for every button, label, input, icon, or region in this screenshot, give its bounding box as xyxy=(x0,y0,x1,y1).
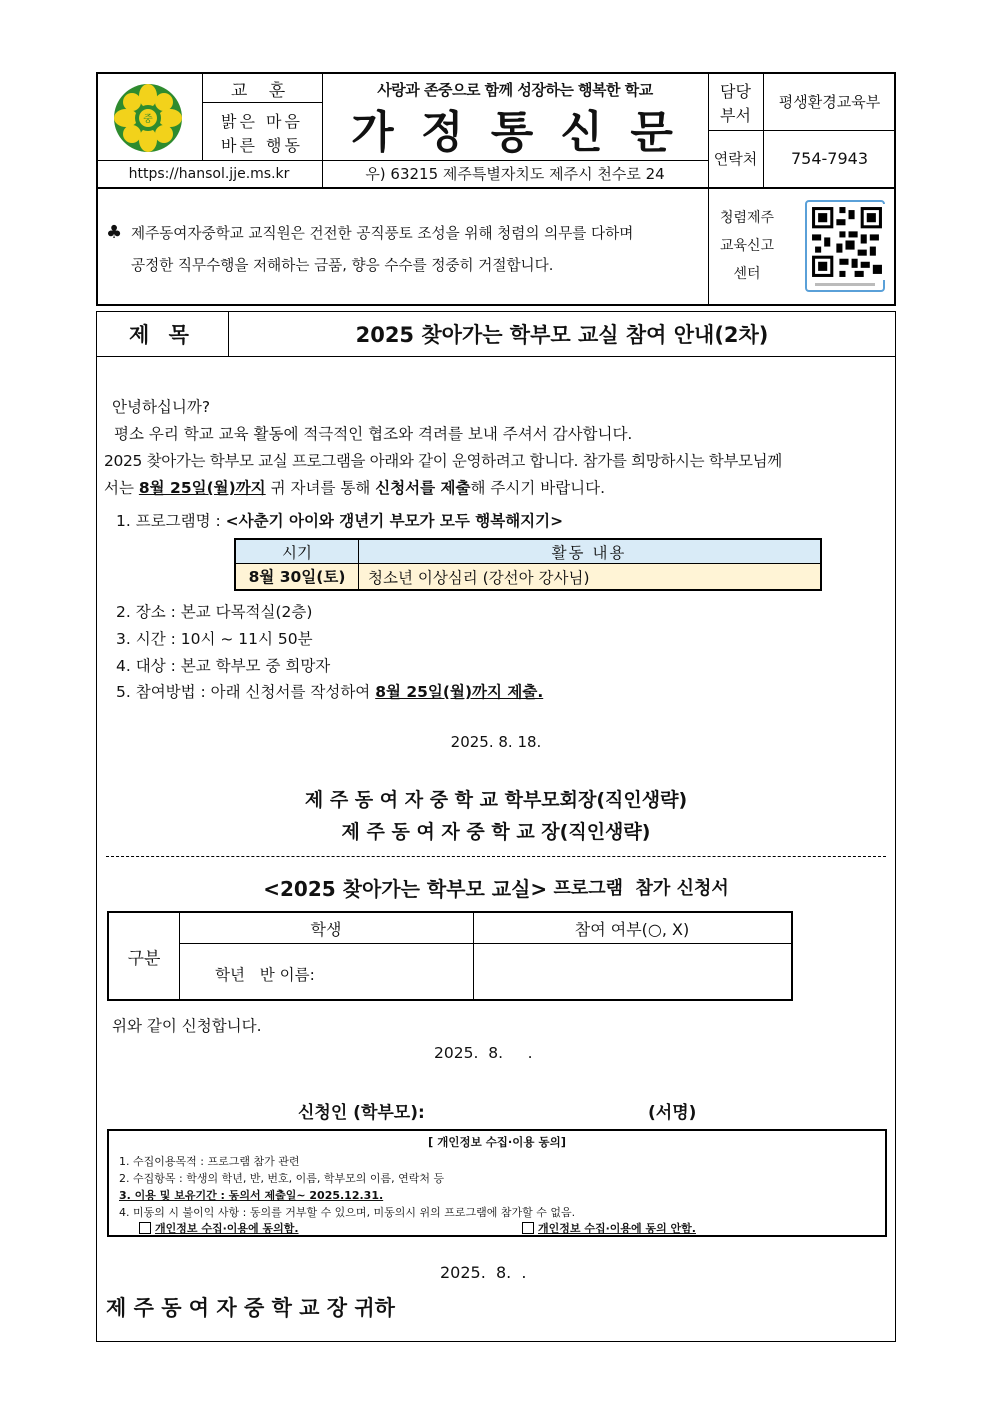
footer-recipient: 제 주 동 여 자 중 학 교 장 귀하 xyxy=(106,1296,395,1320)
contact-value: 754-7943 xyxy=(790,149,869,168)
privacy-line1: 1. 수집이용목적 : 프로그램 참가 관련 xyxy=(119,1155,300,1168)
header-divider xyxy=(96,187,896,189)
signature-label: (서명) xyxy=(648,1103,697,1123)
privacy-line3: 3. 이용 및 보유기간 : 동의서 제출일~ 2025.12.31. xyxy=(119,1189,384,1202)
page-title: 가 정 통 신 문 xyxy=(351,107,679,158)
schedule-table xyxy=(234,538,822,591)
form-title-main: <2025 찾아가는 학부모 교실> xyxy=(263,876,548,901)
school-address: 우) 63215 제주특별자치도 제주시 천수로 24 xyxy=(365,165,665,183)
submit-form-text: 신청서를 제출 xyxy=(375,479,471,497)
qr-code-icon[interactable] xyxy=(805,200,885,292)
item1-label: 1. 프로그램명 : xyxy=(116,512,226,530)
form-title-suffix: 프로그램 참가 신청서 xyxy=(547,878,729,899)
application-table xyxy=(107,911,793,1001)
privacy-box xyxy=(107,1129,887,1237)
cut-line xyxy=(106,856,886,857)
privacy-line2: 2. 수집항목 : 학생의 학년, 반, 번호, 이름, 학부모의 이름, 연락처 등 xyxy=(119,1172,445,1185)
item-program-name xyxy=(116,509,563,531)
body-line2: 2025 찾아가는 학부모 교실 프로그램을 아래와 같이 운영하려고 합니다. 참가를 희망하시는 학부모님께 xyxy=(104,452,782,470)
item5-deadline: 8월 25일(월)까지 제출. xyxy=(375,683,544,701)
deadline-date: 8월 25일(월)까지 xyxy=(138,479,266,497)
ethics-symbol: ♣ xyxy=(106,222,123,243)
student-fields-input[interactable]: 학년 반 이름: xyxy=(215,966,315,984)
item-place: 2. 장소 : 본교 다목적실(2층) xyxy=(116,603,313,621)
applicant-label: 신청인 (학부모): xyxy=(298,1103,425,1123)
motto-line2: 바른 행동 xyxy=(221,135,303,155)
svg-text:중: 중 xyxy=(143,114,153,125)
form-date: 2025. 8. . xyxy=(434,1044,533,1062)
school-emblem-icon xyxy=(112,82,184,154)
form-col-student: 학생 xyxy=(310,919,342,939)
ethics-line1: 제주동여자중학교 교직원은 건전한 공직풍토 조성을 위해 청렴의 의무를 다하며 xyxy=(131,225,634,242)
table-activity: 청소년 이상심리 (강선아 강사님) xyxy=(368,569,590,587)
dept-label-1: 담당 xyxy=(720,81,751,101)
school-slogan: 사랑과 존중으로 함께 성장하는 행복한 학교 xyxy=(377,80,653,99)
item-method xyxy=(116,680,543,702)
motto-divider xyxy=(202,102,322,103)
privacy-line4: 4. 미동의 시 불이익 사항 : 동의를 거부할 수 있으며, 미동의시 위의 프로그램에 참가할 수 없음. xyxy=(119,1206,576,1219)
ethics-center-line1: 청렴제주 xyxy=(719,210,775,226)
program-name: <사춘기 아이와 갱년기 부모가 모두 행복해지기> xyxy=(225,512,564,530)
disagree-label: 개인정보 수집·이용에 동의 안함. xyxy=(538,1222,696,1235)
subject-title: 2025 찾아가는 학부모 교실 참여 안내(2차) xyxy=(355,322,769,347)
footer-date: 2025. 8. . xyxy=(440,1263,527,1282)
signature-principal: 제 주 동 여 자 중 학 교 장(직인생략) xyxy=(341,820,651,843)
item-time: 3. 시간 : 10시 ~ 11시 50분 xyxy=(116,630,313,648)
agree-label: 개인정보 수집·이용에 동의함. xyxy=(155,1222,299,1235)
table-head-time: 시기 xyxy=(282,543,312,562)
dept-label-2: 부서 xyxy=(720,105,751,125)
table-head-activity: 활동 내용 xyxy=(551,543,627,562)
form-confirm: 위와 같이 신청합니다. xyxy=(112,1017,262,1035)
letter-date: 2025. 8. 18. xyxy=(450,733,542,751)
item-target: 4. 대상 : 본교 학부모 중 희망자 xyxy=(116,657,331,675)
greeting: 안녕하십니까? xyxy=(112,398,211,416)
item5-pre: 5. 참여방법 : 아래 신청서를 작성하여 xyxy=(116,683,376,701)
signature-parent-association: 제 주 동 여 자 중 학 교 학부모회장(직인생략) xyxy=(304,788,688,811)
school-website[interactable]: https://hansol.jje.ms.kr xyxy=(128,165,290,182)
privacy-title: [ 개인정보 수집·이용 동의] xyxy=(428,1135,566,1149)
ethics-center-line2: 교육신고 xyxy=(719,238,775,254)
motto-line1: 밝은 마음 xyxy=(221,111,303,131)
form-col-participation: 참여 여부(○, X) xyxy=(574,919,690,939)
body-line3-mid: 귀 자녀를 통해 xyxy=(265,479,376,497)
body-line3-post: 해 주시기 바랍니다. xyxy=(470,479,606,497)
contact-label: 연락처 xyxy=(713,150,758,168)
disagree-checkbox[interactable] xyxy=(522,1222,534,1234)
body-line1: 평소 우리 학교 교육 활동에 적극적인 협조와 격려를 보내 주셔서 감사합니다. xyxy=(114,425,633,443)
form-row-label: 구분 xyxy=(127,948,161,969)
form-title xyxy=(96,870,896,904)
motto-label: 교 훈 xyxy=(230,80,294,101)
ethics-line2: 공정한 직무수행을 저해하는 금품, 향응 수수를 정중히 거절합니다. xyxy=(131,257,554,274)
ethics-center-line3: 센터 xyxy=(733,266,761,282)
body-line3 xyxy=(104,476,605,498)
dept-value: 평생환경교육부 xyxy=(778,92,881,111)
body-line3-pre: 서는 xyxy=(104,479,139,497)
subject-divider xyxy=(96,356,896,357)
subject-label: 제 목 xyxy=(129,322,195,347)
participation-input[interactable] xyxy=(475,945,789,997)
agree-checkbox[interactable] xyxy=(139,1222,151,1234)
table-time: 8월 30일(토) xyxy=(248,568,346,586)
